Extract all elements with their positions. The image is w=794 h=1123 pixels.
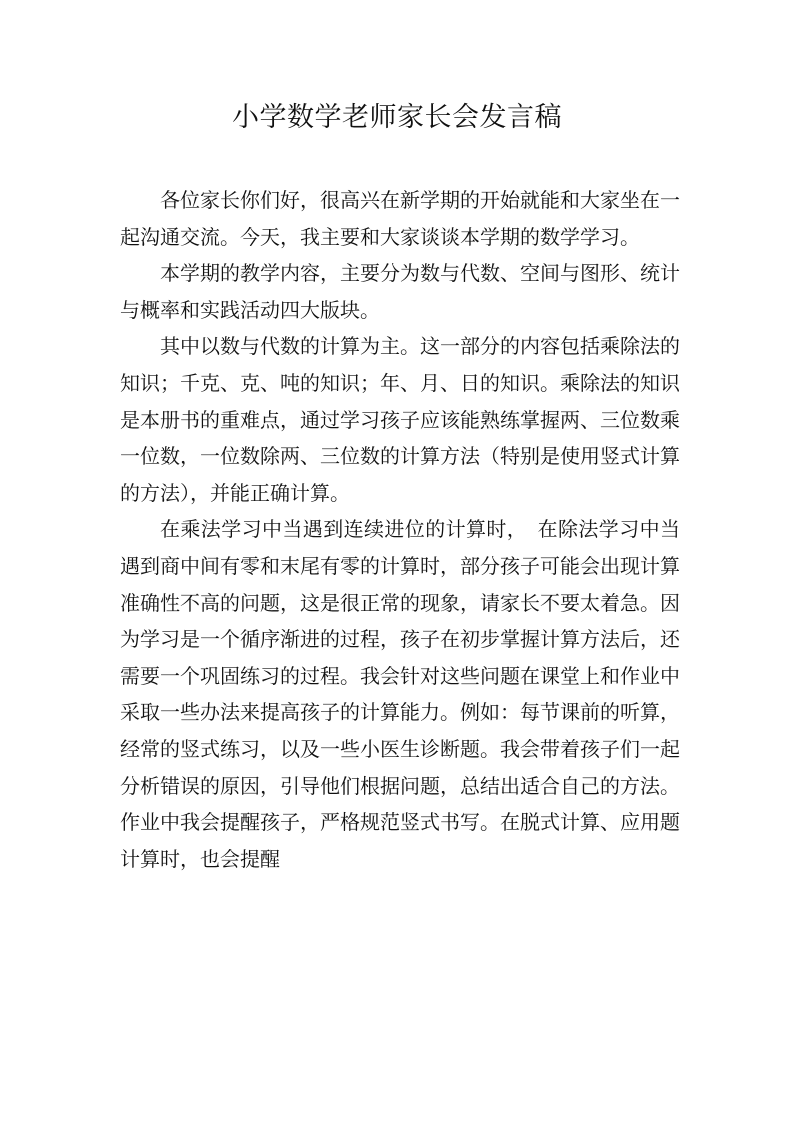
document-title: 小学数学老师家长会发言稿 bbox=[232, 102, 562, 133]
paragraph-greeting: 各位家长你们好，很高兴在新学期的开始就能和大家坐在一起沟通交流。今天，我主要和大家谈谈本学期的数学学习。 bbox=[120, 188, 680, 249]
paragraph-calculation: 其中以数与代数的计算为主。这一部分的内容包括乘除法的知识；千克、克、吨的知识；年、月、日的知识。乘除法的知识是本册书的重难点，通过学习孩子应该能熟练掌握两、三位数乘一位数，一位数除两、三位数的计算方法（特别是使用竖式计算的方法），并能正确计算。 bbox=[120, 334, 680, 505]
paragraph-practice: 在乘法学习中当遇到连续进位的计算时， 在除法学习中当遇到商中间有零和末尾有零的计算时，部分孩子可能会出现计算准确性不高的问题，这是很正常的现象，请家长不要太着急。因为学习是一个循序渐进的过程，孩子在初步掌握计算方法后，还需要一个巩固练习的过程。我会针对这些问题在课堂上和作业中采取一些办法来提高孩子的计算能力。例如：每节课前的听算，经常的竖式练习，以及一些小医生诊断题。我会带着孩子们一起分析错误的原因，引导他们根据问题，总结出适合自己的方法。作业中我会提醒孩子，严格规范竖式书写。在脱式计算、应用题计算时，也会提醒 bbox=[120, 517, 680, 871]
document-body bbox=[120, 182, 680, 877]
paragraph-content-overview: 本学期的教学内容，主要分为数与代数、空间与图形、统计与概率和实践活动四大版块。 bbox=[120, 261, 680, 322]
